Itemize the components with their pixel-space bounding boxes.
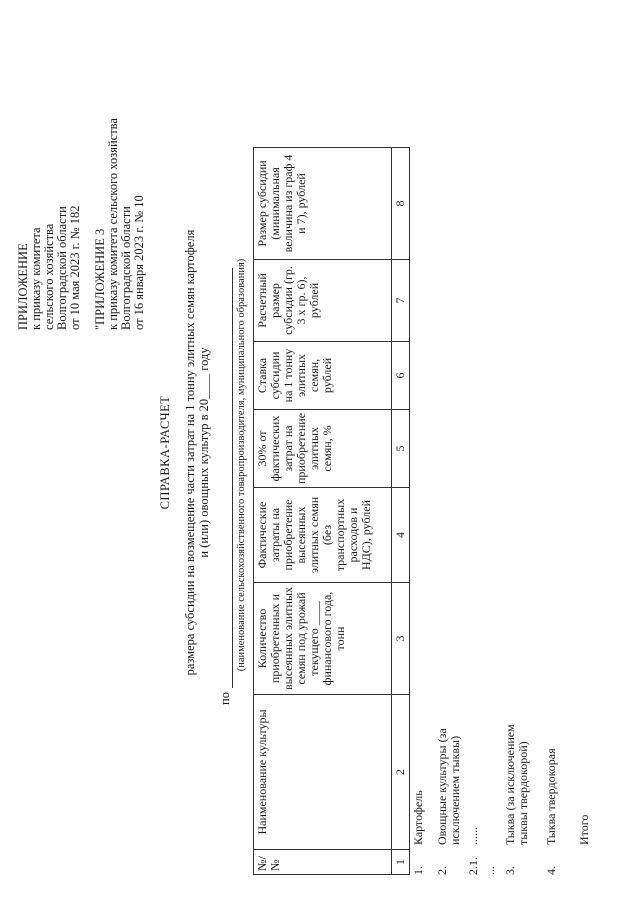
- appendix-line: к приказу комитета: [29, 227, 43, 330]
- column-header: Размер субсидии (минимальная величина из граф 4 и 7), рублей: [254, 147, 392, 259]
- document-purpose: [183, 0, 211, 905]
- row-name: Тыква твердокорая: [544, 748, 558, 845]
- column-number: 7: [392, 259, 410, 341]
- column-number: 1: [392, 850, 410, 875]
- row-number: 4.: [544, 866, 558, 875]
- column-number: 8: [392, 147, 410, 259]
- appendix3-line: к приказу комитета сельского хозяйства: [106, 118, 120, 330]
- producer-fill-line: [220, 268, 233, 688]
- producer-hint: (наименование сельскохозяйственного товаропроизводителя, муниципального образования): [236, 258, 247, 672]
- appendix3-block: [94, 118, 146, 330]
- row-number: ...: [483, 866, 497, 875]
- row-name: ......: [466, 827, 480, 845]
- subsidy-table: [253, 147, 410, 875]
- document-title: СПРАВКА-РАСЧЕТ: [158, 395, 172, 510]
- column-header: 30% от фактических затрат на приобретение элитных семян, %: [254, 409, 392, 487]
- purpose-line: и (или) овощных культур в 20____ году: [197, 347, 211, 558]
- row-name: Картофель: [411, 790, 425, 845]
- column-header: №/ №: [254, 850, 392, 875]
- producer-line: [218, 268, 233, 705]
- row-number: 1.: [411, 866, 425, 875]
- column-number: 2: [392, 695, 410, 850]
- column-header: Расчетный размер субсидии (гр. 3 x гр. 6), рублей: [254, 259, 392, 341]
- row-number: 2.1.: [466, 857, 480, 875]
- appendix-title: ПРИЛОЖЕНИЕ: [16, 243, 30, 330]
- purpose-line: размера субсидии на возмещение части затрат на 1 тонну элитных семян картофеля: [183, 229, 197, 676]
- column-header: Фактические затраты на приобретение высеянных элитных семян (без транспортных расходов и НДС), рублей: [254, 488, 392, 583]
- column-header: Наименование культуры: [254, 695, 392, 850]
- appendix3-line: от 16 января 2023 г. № 10: [132, 195, 146, 330]
- column-number: 5: [392, 409, 410, 487]
- row-number: 2.: [435, 866, 449, 875]
- row-name: Тыква (за исключением тыквы твердокорой): [503, 724, 530, 845]
- appendix-line: от 10 мая 2023 г. № 182: [68, 205, 82, 330]
- column-number: 6: [392, 341, 410, 409]
- row-name: Овощные культуры (за исключением тыквы): [435, 728, 462, 845]
- column-number-row: [392, 147, 410, 874]
- column-header: Количество приобретенных и высеянных элитных семян под урожай текущего ____ финансового года, тонн: [254, 583, 392, 695]
- column-number: 4: [392, 488, 410, 583]
- appendix-line: Волгоградской области: [55, 206, 69, 330]
- row-number: 3.: [503, 866, 517, 875]
- table-header-row: [254, 147, 392, 874]
- by-label: по: [218, 692, 232, 705]
- appendix3-title: "ПРИЛОЖЕНИЕ 3: [93, 228, 107, 330]
- appendix3-line: Волгоградской области: [119, 206, 133, 330]
- row-name: Итого: [577, 814, 591, 845]
- appendix-block: [17, 206, 82, 330]
- column-number: 3: [392, 583, 410, 695]
- column-header: Ставка субсидии на 1 тонну элитных семян, рублей: [254, 341, 392, 409]
- appendix-line: сельского хозяйства: [42, 223, 56, 330]
